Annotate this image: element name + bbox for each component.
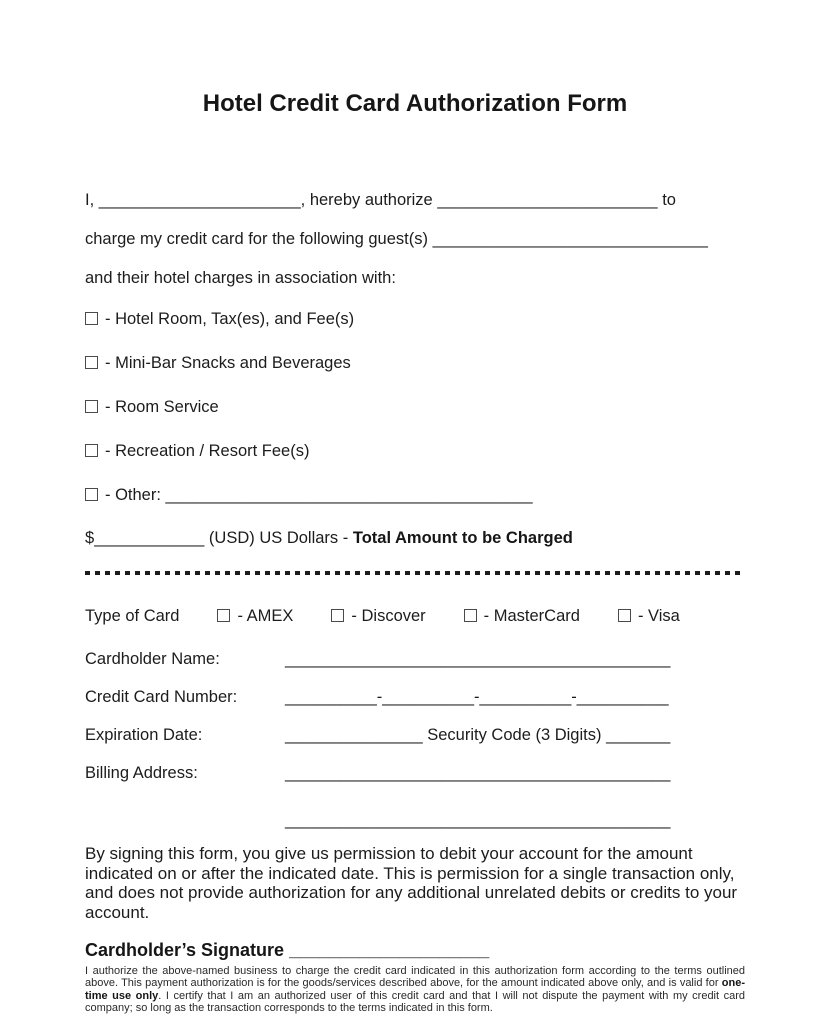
billing-address-blank-2[interactable]: __________________________________________ [285,811,671,829]
amount-bold-label: Total Amount to be Charged [352,529,573,547]
fine-print-part-1: I authorize the above-named business to charge the credit card indicated in this authorization form according to the terms outlined above. This payment authorization is for the goods/services described above, for the amount indicated above only, and is valid for [85,965,745,990]
total-amount-line [85,528,745,548]
cardholder-name-blank[interactable]: __________________________________________ [285,650,671,668]
card-type-label: Type of Card [85,607,180,625]
card-type-discover [331,606,425,626]
expiration-label: Expiration Date: [85,726,203,744]
charge-option-recreation [85,441,745,461]
expiration-blank[interactable]: _______________ [285,726,423,744]
visa-checkbox[interactable] [618,609,631,622]
charge-option-label: - Recreation / Resort Fee(s) [105,442,310,460]
charge-option-other [85,485,745,505]
fine-print [85,965,745,1014]
intro-prefix: I, [85,191,95,209]
security-code-blank[interactable]: _______ [606,726,671,744]
room-service-checkbox[interactable] [85,400,98,413]
card-type-row [85,606,745,626]
billing-address-label: Billing Address: [85,764,198,782]
amex-checkbox[interactable] [217,609,230,622]
charge-option-room-service [85,397,745,417]
page-title: Hotel Credit Card Authorization Form [202,90,628,117]
terms-paragraph: By signing this form, you give us permission to debit your account for the amount indicated on or after the indicated date. This is permission for a single transaction only, and does not provide authorization for any additional unrelated debits or credits to your account. [85,844,738,922]
fine-print-part-2: . I certify that I am an authorized user of this credit card and that I will not dispute the payment with my credit card company; so long as the transaction corresponds to the terms indicated in this form. [85,989,746,1014]
cardholder-name-label: Cardholder Name: [85,650,220,668]
expiration-row [85,725,745,746]
discover-label: - Discover [351,607,426,625]
discover-checkbox[interactable] [331,609,344,622]
mini-bar-checkbox[interactable] [85,356,98,369]
security-code-label: Security Code (3 Digits) [427,726,602,744]
amount-blank[interactable]: ____________ [94,529,205,547]
visa-label: - Visa [637,607,680,625]
intro-line-2 [85,229,745,249]
hotel-room-checkbox[interactable] [85,312,98,325]
amount-text: (USD) US Dollars - [208,529,349,547]
mastercard-checkbox[interactable] [464,609,477,622]
card-type-mastercard [464,606,580,626]
billing-address-row [85,763,745,784]
other-blank[interactable]: ________________________________________ [165,486,533,504]
authorizer-name-blank[interactable]: ______________________ [98,191,301,209]
intro-line-1 [85,190,745,210]
authorized-party-blank[interactable]: ________________________ [437,191,658,209]
dashed-divider [85,571,745,575]
charge-option-label: - Mini-Bar Snacks and Beverages [105,354,351,372]
other-checkbox[interactable] [85,488,98,501]
guests-text: charge my credit card for the following guest(s) [85,230,428,248]
amex-label: - AMEX [237,607,294,625]
charge-option-label: - Other: [105,486,161,504]
cardholder-name-row [85,649,745,670]
charge-option-label: - Room Service [105,398,219,416]
intro-suffix: to [662,191,676,209]
card-type-visa [618,606,680,626]
charge-option-mini-bar [85,353,745,373]
intro-line-3: and their hotel charges in association with: [85,269,396,287]
signature-row [85,939,745,961]
fine-print-bold: one-time use only [85,977,745,1002]
card-number-blank[interactable]: __________-__________-__________-__________ [285,688,669,706]
signature-label: Cardholder’s Signature [85,940,285,960]
currency-symbol: $ [85,529,95,547]
signature-blank[interactable]: ____________________ [289,940,490,960]
charge-option-label: - Hotel Room, Tax(es), and Fee(s) [105,310,355,328]
charge-option-hotel-room [85,309,745,329]
intro-middle: , hereby authorize [300,191,433,209]
billing-address-row-2 [85,810,745,831]
card-number-row [85,687,745,708]
card-type-amex [217,606,293,626]
guests-blank[interactable]: ______________________________ [432,230,708,248]
card-number-label: Credit Card Number: [85,688,238,706]
recreation-checkbox[interactable] [85,444,98,457]
mastercard-label: - MasterCard [483,607,580,625]
billing-address-blank-1[interactable]: __________________________________________ [285,764,671,782]
